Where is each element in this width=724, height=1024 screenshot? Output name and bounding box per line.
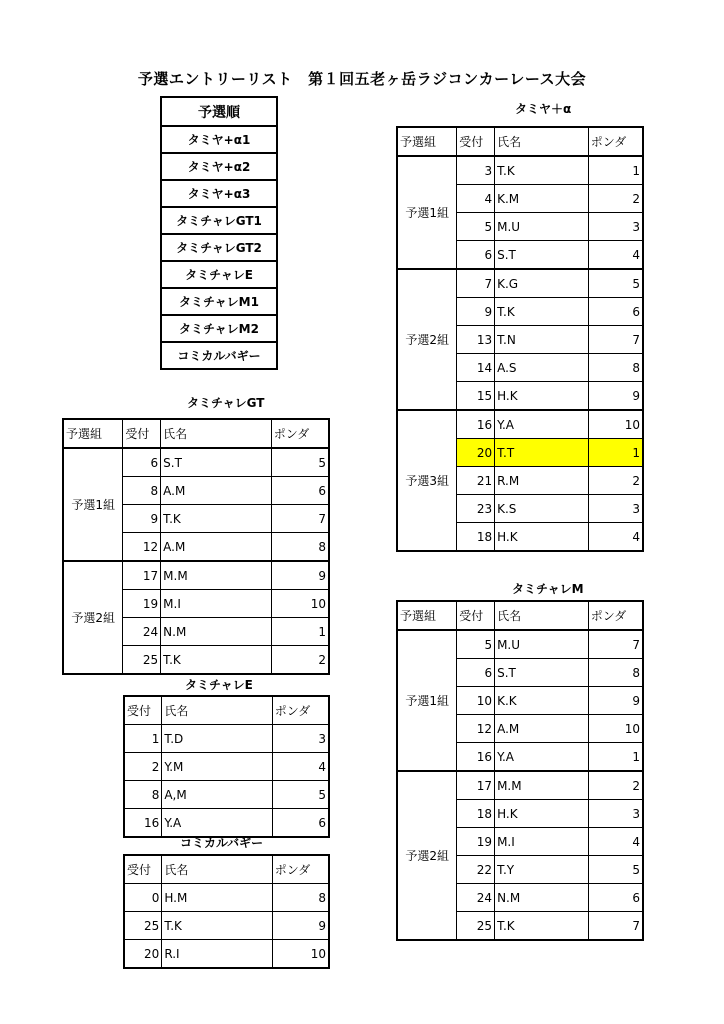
page-title: 予選エントリーリスト 第１回五老ヶ岳ラジコンカーレース大会 — [137, 70, 587, 88]
group-label: 予選1組 — [397, 630, 457, 771]
header-row — [397, 601, 643, 630]
racer-name: H.M — [162, 884, 272, 912]
entry-number: 5 — [457, 213, 495, 241]
order-item: タミチャレGT2 — [161, 234, 277, 261]
header-row — [397, 127, 643, 156]
racer-name: M.U — [495, 213, 589, 241]
order-item: タミヤ+α1 — [161, 126, 277, 153]
entry-number: 5 — [457, 630, 495, 659]
order-item: タミヤ+α3 — [161, 180, 277, 207]
racer-name: Y.A — [162, 809, 272, 838]
ponder-number: 8 — [271, 533, 329, 562]
racer-name: K.K — [495, 687, 589, 715]
entry-number: 12 — [123, 533, 161, 562]
ponder-number: 4 — [588, 828, 643, 856]
ponder-number: 2 — [588, 771, 643, 800]
ponder-number: 2 — [271, 646, 329, 675]
column-header-entry: 受付 — [457, 601, 495, 630]
tamichare-e-heading: タミチャレE — [185, 678, 253, 692]
table-row — [63, 448, 329, 477]
ponder-number: 1 — [588, 439, 643, 467]
racer-name: A.M — [161, 533, 272, 562]
entry-number: 16 — [124, 809, 162, 838]
ponder-number: 6 — [272, 809, 329, 838]
tamichare-m-heading: タミチャレM — [512, 582, 584, 596]
column-header-group: 予選組 — [63, 419, 123, 448]
column-header-name: 氏名 — [161, 419, 272, 448]
column-header-name: 氏名 — [495, 601, 589, 630]
ponder-number: 9 — [588, 382, 643, 411]
header-row — [124, 855, 329, 884]
racer-name: Y.A — [495, 410, 589, 439]
racer-name: S.T — [495, 241, 589, 270]
order-header: 予選順 — [161, 97, 277, 126]
entry-number: 25 — [123, 646, 161, 675]
racer-name: Y.A — [495, 743, 589, 772]
column-header-group: 予選組 — [397, 601, 457, 630]
column-header-entry: 受付 — [457, 127, 495, 156]
entry-number: 9 — [457, 298, 495, 326]
racer-name: H.K — [495, 523, 589, 552]
entry-number: 24 — [457, 884, 495, 912]
ponder-number: 7 — [588, 912, 643, 941]
racer-name: M.M — [495, 771, 589, 800]
racer-name: A,M — [162, 781, 272, 809]
ponder-number: 10 — [588, 410, 643, 439]
entry-number: 10 — [457, 687, 495, 715]
racer-name: S.T — [495, 659, 589, 687]
column-header-name: 氏名 — [162, 696, 272, 725]
entry-number: 4 — [457, 185, 495, 213]
entry-number: 12 — [457, 715, 495, 743]
header-row — [63, 419, 329, 448]
ponder-number: 9 — [588, 687, 643, 715]
tamichare-gt-table — [62, 418, 330, 675]
racer-name: M.I — [495, 828, 589, 856]
order-item: コミカルバギー — [161, 342, 277, 369]
qualifying-order-table — [160, 96, 278, 370]
entry-number: 25 — [457, 912, 495, 941]
column-header-ponder: ポンダ — [588, 127, 643, 156]
header-row — [124, 696, 329, 725]
entry-number: 20 — [124, 940, 162, 969]
racer-name: M.I — [161, 590, 272, 618]
entry-number: 3 — [457, 156, 495, 185]
entry-number: 17 — [123, 561, 161, 590]
tamichare-gt-heading: タミチャレGT — [187, 396, 265, 410]
racer-name: S.T — [161, 448, 272, 477]
entry-number: 16 — [457, 410, 495, 439]
entry-number: 18 — [457, 800, 495, 828]
racer-name: T.T — [495, 439, 589, 467]
entry-number: 7 — [457, 269, 495, 298]
ponder-number: 5 — [272, 781, 329, 809]
entry-number: 9 — [123, 505, 161, 533]
entry-number: 24 — [123, 618, 161, 646]
ponder-number: 2 — [588, 185, 643, 213]
order-item: タミヤ+α2 — [161, 153, 277, 180]
racer-name: T.K — [162, 912, 272, 940]
ponder-number: 9 — [271, 561, 329, 590]
table-row — [124, 781, 329, 809]
table-row — [397, 630, 643, 659]
group-label: 予選1組 — [63, 448, 123, 561]
entry-number: 19 — [123, 590, 161, 618]
ponder-number: 3 — [588, 213, 643, 241]
entry-number: 2 — [124, 753, 162, 781]
column-header-ponder: ポンダ — [272, 855, 329, 884]
table-row — [124, 809, 329, 838]
racer-name: T.D — [162, 725, 272, 753]
racer-name: N.M — [161, 618, 272, 646]
ponder-number: 7 — [588, 630, 643, 659]
racer-name: T.K — [495, 298, 589, 326]
ponder-number: 1 — [271, 618, 329, 646]
ponder-number: 7 — [271, 505, 329, 533]
racer-name: Y.M — [162, 753, 272, 781]
ponder-number: 1 — [588, 743, 643, 772]
entry-number: 18 — [457, 523, 495, 552]
racer-name: K.S — [495, 495, 589, 523]
entry-number: 17 — [457, 771, 495, 800]
column-header-name: 氏名 — [162, 855, 272, 884]
column-header-entry: 受付 — [124, 855, 162, 884]
column-header-entry: 受付 — [123, 419, 161, 448]
tamichare-e-table — [123, 695, 330, 838]
entry-number: 8 — [124, 781, 162, 809]
column-header-ponder: ポンダ — [272, 696, 329, 725]
column-header-group: 予選組 — [397, 127, 457, 156]
racer-name: A.S — [495, 354, 589, 382]
group-label: 予選2組 — [397, 771, 457, 940]
racer-name: T.K — [495, 912, 589, 941]
racer-name: H.K — [495, 800, 589, 828]
group-label: 予選3組 — [397, 410, 457, 551]
entry-number: 20 — [457, 439, 495, 467]
racer-name: H.K — [495, 382, 589, 411]
racer-name: T.Y — [495, 856, 589, 884]
ponder-number: 8 — [588, 354, 643, 382]
ponder-number: 5 — [588, 269, 643, 298]
ponder-number: 5 — [588, 856, 643, 884]
table-row — [124, 725, 329, 753]
comical-buggy-heading: コミカルバギー — [180, 836, 264, 850]
ponder-number: 7 — [588, 326, 643, 354]
entry-number: 15 — [457, 382, 495, 411]
table-row — [124, 884, 329, 912]
entry-number: 6 — [457, 659, 495, 687]
ponder-number: 10 — [588, 715, 643, 743]
column-header-ponder: ポンダ — [271, 419, 329, 448]
ponder-number: 4 — [588, 241, 643, 270]
ponder-number: 3 — [588, 495, 643, 523]
racer-name: A.M — [161, 477, 272, 505]
order-item: タミチャレM2 — [161, 315, 277, 342]
tamichare-m-table — [396, 600, 644, 941]
racer-name: R.M — [495, 467, 589, 495]
entry-number: 8 — [123, 477, 161, 505]
racer-name: R.I — [162, 940, 272, 969]
table-row — [397, 771, 643, 800]
entry-number: 13 — [457, 326, 495, 354]
table-row — [124, 753, 329, 781]
entry-number: 22 — [457, 856, 495, 884]
racer-name: T.N — [495, 326, 589, 354]
ponder-number: 8 — [588, 659, 643, 687]
ponder-number: 8 — [272, 884, 329, 912]
order-item: タミチャレM1 — [161, 288, 277, 315]
entry-number: 1 — [124, 725, 162, 753]
entry-number: 6 — [457, 241, 495, 270]
racer-name: K.M — [495, 185, 589, 213]
table-row — [63, 561, 329, 590]
ponder-number: 9 — [272, 912, 329, 940]
racer-name: T.K — [161, 505, 272, 533]
ponder-number: 4 — [272, 753, 329, 781]
ponder-number: 4 — [588, 523, 643, 552]
entry-number: 21 — [457, 467, 495, 495]
ponder-number: 3 — [272, 725, 329, 753]
order-item: タミチャレE — [161, 261, 277, 288]
racer-name: N.M — [495, 884, 589, 912]
entry-number: 16 — [457, 743, 495, 772]
racer-name: M.U — [495, 630, 589, 659]
ponder-number: 6 — [588, 884, 643, 912]
racer-name: T.K — [161, 646, 272, 675]
table-row — [124, 912, 329, 940]
table-row — [397, 156, 643, 185]
entry-number: 14 — [457, 354, 495, 382]
racer-name: K.G — [495, 269, 589, 298]
ponder-number: 5 — [271, 448, 329, 477]
group-label: 予選2組 — [63, 561, 123, 674]
column-header-ponder: ポンダ — [588, 601, 643, 630]
ponder-number: 6 — [588, 298, 643, 326]
table-row — [397, 269, 643, 298]
group-label: 予選1組 — [397, 156, 457, 269]
group-label: 予選2組 — [397, 269, 457, 410]
racer-name: M.M — [161, 561, 272, 590]
racer-name: A.M — [495, 715, 589, 743]
ponder-number: 6 — [271, 477, 329, 505]
order-item: タミチャレGT1 — [161, 207, 277, 234]
entry-number: 25 — [124, 912, 162, 940]
racer-name: T.K — [495, 156, 589, 185]
ponder-number: 10 — [272, 940, 329, 969]
table-row — [124, 940, 329, 969]
ponder-number: 10 — [271, 590, 329, 618]
entry-number: 23 — [457, 495, 495, 523]
entry-number: 19 — [457, 828, 495, 856]
entry-number: 6 — [123, 448, 161, 477]
entry-number: 0 — [124, 884, 162, 912]
tamiya-alpha-heading: タミヤ＋α — [515, 102, 572, 116]
ponder-number: 3 — [588, 800, 643, 828]
table-row — [397, 410, 643, 439]
ponder-number: 2 — [588, 467, 643, 495]
column-header-entry: 受付 — [124, 696, 162, 725]
column-header-name: 氏名 — [495, 127, 589, 156]
ponder-number: 1 — [588, 156, 643, 185]
comical-buggy-table — [123, 854, 330, 969]
tamiya-alpha-table — [396, 126, 644, 552]
